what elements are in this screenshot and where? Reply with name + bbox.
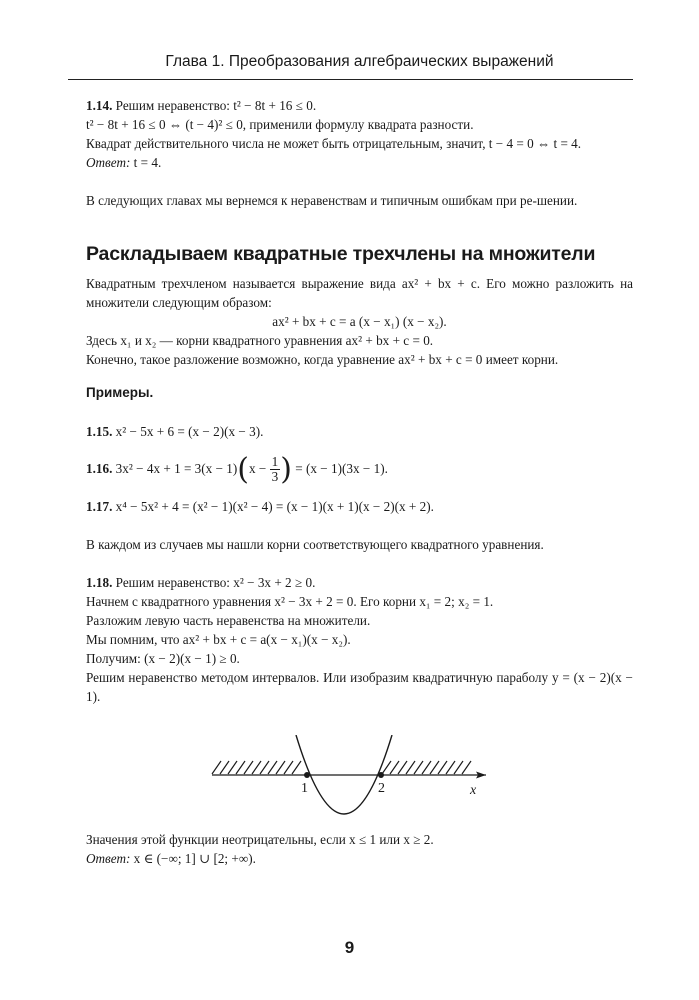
page-content-bottom [86, 830, 633, 868]
ex118-line4: Мы помним, что ax² + bx + c = a(x − x₁)(x − x₂). [86, 632, 351, 647]
ex117 [86, 497, 633, 516]
ex114-text: Решим неравенство: t² − 8t + 16 ≤ 0. [115, 98, 317, 113]
axis-label-x: x [470, 783, 477, 798]
root-label-2: 2 [378, 781, 385, 796]
ex116-fraction [270, 455, 281, 484]
page-number: 9 [344, 938, 355, 957]
ex117-text: x⁴ − 5x² + 4 = (x² − 1)(x² − 4) = (x − 1)(x + 1)(x − 2)(x + 2). [115, 499, 434, 514]
ex116-paren-close: ) [280, 451, 292, 487]
ex118-line6: Решим неравенство методом интервалов. Или изобразим квадратичную параболу y = (x − 2)(x − 1). [86, 670, 633, 704]
hatch-right [382, 761, 471, 774]
fraction-denominator: 3 [271, 469, 279, 485]
hatch-left [212, 761, 301, 774]
ex118-line3: Разложим левую часть неравенства на множители. [86, 613, 371, 628]
ex116-right: = (x − 1)(3x − 1). [295, 461, 388, 476]
ex114-line3: Квадрат действительного числа не может быть отрицательным, значит, t − 4 = 0 ⇔ t = 4. [86, 136, 582, 151]
section-paragraph-1: Квадратным трехчленом называется выражение вида ax² + bx + c. Его можно разложить на множители следующим образом: [86, 276, 633, 310]
ex115-text: x² − 5x + 6 = (x − 2)(x − 3). [115, 424, 264, 439]
ex118-line1 [86, 573, 633, 592]
ex116-inner: x − [249, 461, 267, 476]
examples-title: Примеры. [86, 385, 154, 400]
ex114-line1 [86, 96, 633, 115]
answer-label-2: Ответ: [86, 851, 131, 866]
ex118-line5: Получим: (x − 2)(x − 1) ≥ 0. [86, 651, 240, 666]
ex118-number: 1.18. [86, 575, 113, 590]
fraction-numerator: 1 [271, 454, 279, 470]
ex118-answer [86, 849, 633, 868]
note-next-chapters: В следующих главах мы вернемся к неравенствам и типичным ошибкам при ре-шении. [86, 193, 578, 208]
factorization-formula: ax² + bx + c = a (x − x₁) (x − x₂). [272, 314, 447, 329]
ex118-text: Решим неравенство: x² − 3x + 2 ≥ 0. [115, 575, 316, 590]
section-paragraph-3: Конечно, такое разложение возможно, когда уравнение ax² + bx + c = 0 имеет корни. [86, 352, 559, 367]
root-label-1: 1 [301, 781, 308, 796]
ex116-number: 1.16. [86, 461, 113, 476]
answer-value-2: x ∈ (−∞; 1] ∪ [2; +∞). [133, 851, 256, 866]
root-point-2 [378, 772, 384, 778]
note-roots: В каждом из случаев мы нашли корни соответствующего квадратного уравнения. [86, 537, 544, 552]
ex118-line2: Начнем с квадратного уравнения x² − 3x + 2 = 0. Его корни x₁ = 2; x₂ = 1. [86, 594, 494, 609]
ex116 [86, 449, 633, 489]
header-rule [68, 79, 633, 80]
ex117-number: 1.17. [86, 499, 113, 514]
section-title: Раскладываем квадратные трехчлены на множители [86, 243, 596, 265]
section-paragraph-2: Здесь x₁ и x₂ — корни квадратного уравнения ax² + bx + c = 0. [86, 333, 434, 348]
page-content [86, 96, 633, 706]
answer-label: Ответ: [86, 155, 131, 170]
ex116-left: 3x² − 4x + 1 = 3(x − 1) [115, 461, 238, 476]
parabola-graph [210, 735, 500, 830]
ex116-paren-open: ( [237, 451, 250, 487]
ex114-answer [86, 153, 633, 172]
ex115 [86, 422, 633, 441]
ex114-number: 1.14. [86, 98, 113, 113]
ex114-line2: t² − 8t + 16 ≤ 0 ⇔ (t − 4)² ≤ 0, применили формулу квадрата разности. [86, 117, 474, 132]
ex115-number: 1.15. [86, 424, 113, 439]
answer-value: t = 4. [133, 155, 162, 170]
root-point-1 [304, 772, 310, 778]
running-header: Глава 1. Преобразования алгебраических выражений [165, 53, 554, 70]
ex118-line7: Значения этой функции неотрицательны, если x ≤ 1 или x ≥ 2. [86, 832, 434, 847]
